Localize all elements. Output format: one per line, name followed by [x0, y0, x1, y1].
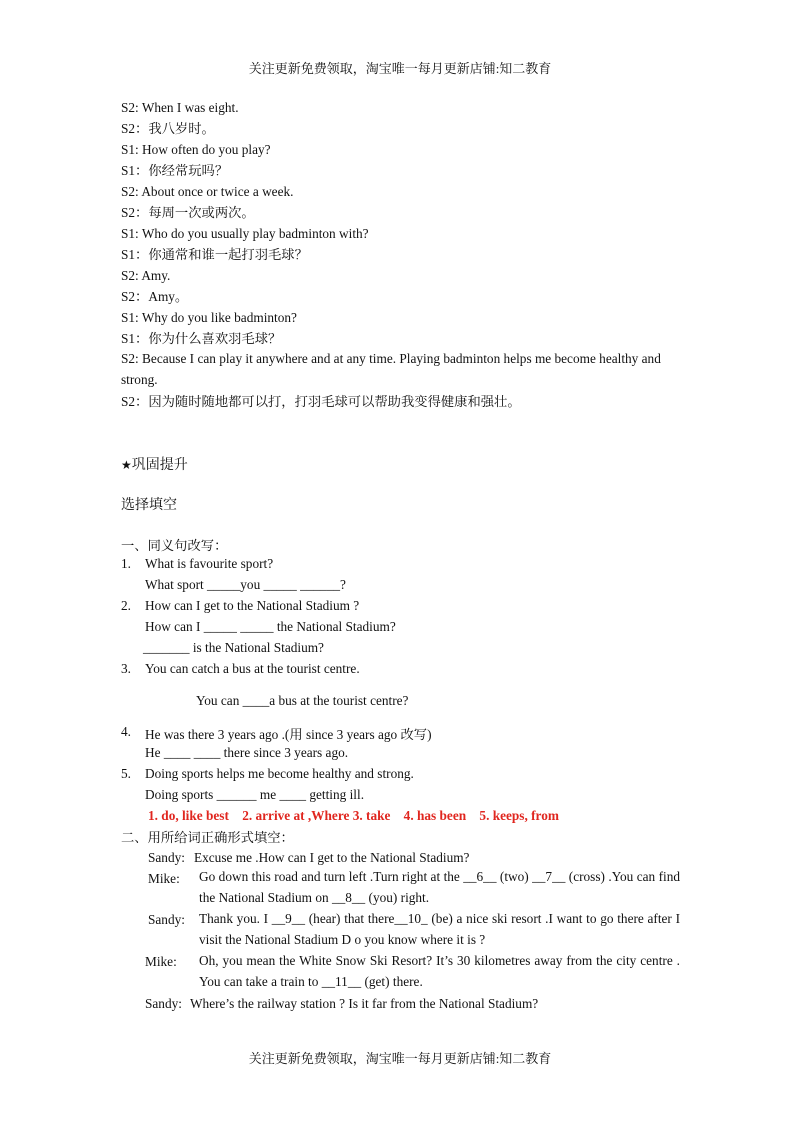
dialogue-line: S1：你经常玩吗？ [121, 163, 229, 178]
dialogue-line: S2：我八岁时。 [121, 121, 215, 136]
dialogue-line: S1: Who do you usually play badminton with? [121, 226, 369, 241]
dialogue-text: Oh, you mean the White Snow Ski Resort? It’s 30 kilometres away from the city centre . You can take a train to __11__ (get) there. [199, 953, 680, 989]
question-sub: How can I _____ _____ the National Stadium? [145, 619, 396, 634]
question-sub: Doing sports ______ me ____ getting ill. [145, 787, 365, 802]
dialogue-line: S1：你为什么喜欢羽毛球？ [121, 331, 282, 346]
question-sub: What sport _____you _____ ______? [145, 577, 346, 592]
speaker: Sandy: [148, 850, 185, 865]
choice-title: 选择填空 [121, 498, 177, 513]
dialogue-line: S2: About once or twice a week. [121, 184, 294, 199]
dialogue-line: S2：因为随时随地都可以打，打羽毛球可以帮助我变得健康和强壮。 [121, 394, 521, 409]
part2-heading: 二、用所给词正确形式填空： [121, 830, 294, 845]
dialogue-line: S2: Because I can play it anywhere and at any time. Playing badminton helps me become healthy and strong. [121, 351, 661, 387]
dialogue-line: S2：每周一次或两次。 [121, 205, 255, 220]
question-text: He was there 3 years ago .(用 since 3 years ago 改写) [145, 727, 432, 742]
star-icon: ★ [121, 458, 132, 472]
dialogue-line: S1：你通常和谁一起打羽毛球？ [121, 247, 308, 262]
question-number: 2. [121, 598, 131, 613]
question-text: Doing sports helps me become healthy and strong. [145, 766, 414, 781]
dialogue-line: S2: Amy. [121, 268, 171, 283]
question-sub: He ____ ____ there since 3 years ago. [145, 745, 349, 760]
question-text: You can catch a bus at the tourist centre. [145, 661, 360, 676]
question-sub: You can ____a bus at the tourist centre? [196, 693, 409, 708]
dialogue-text: Excuse me .How can I get to the National Stadium? [194, 850, 470, 865]
dialogue-line: S1: How often do you play? [121, 142, 271, 157]
answer-key: 1. do, like best 2. arrive at ,Where 3. take 4. has been 5. keeps, from [148, 808, 559, 823]
speaker: Mike: [145, 954, 177, 969]
speaker: Mike: [148, 871, 180, 886]
dialogue-line: S2: When I was eight. [121, 100, 239, 115]
question-number: 1. [121, 556, 131, 571]
part1-heading: 一、同义句改写： [121, 538, 228, 553]
question-text: What is favourite sport? [145, 556, 274, 571]
question-number: 4. [121, 724, 131, 739]
dialogue-text: Thank you. I __9__ (hear) that there__10_ (be) a nice ski resort .I want to go there after I visit the National Stadium D o you know where it is ? [199, 911, 680, 947]
consolidate-title: 巩固提升 [131, 458, 188, 473]
question-number: 5. [121, 766, 131, 781]
dialogue-text: Where’s the railway station ? Is it far from the National Stadium? [190, 996, 539, 1011]
page-header: 关注更新免费领取，淘宝唯一每月更新店铺:知二教育 [248, 61, 552, 76]
dialogue-line: S2：Amy。 [121, 289, 189, 304]
question-text: How can I get to the National Stadium ? [145, 598, 360, 613]
question-number: 3. [121, 661, 131, 676]
speaker: Sandy: [145, 996, 182, 1011]
consolidate-heading [121, 457, 188, 474]
dialogue-text: Go down this road and turn left .Turn right at the __6__ (two) __7__ (cross) .You can find the National Stadium on __8__ (you) right. [199, 869, 680, 905]
page-footer: 关注更新免费领取，淘宝唯一每月更新店铺:知二教育 [248, 1051, 552, 1066]
dialogue-line: S1: Why do you like badminton? [121, 310, 297, 325]
question-sub: _______ is the National Stadium? [143, 640, 324, 655]
speaker: Sandy: [148, 912, 185, 927]
